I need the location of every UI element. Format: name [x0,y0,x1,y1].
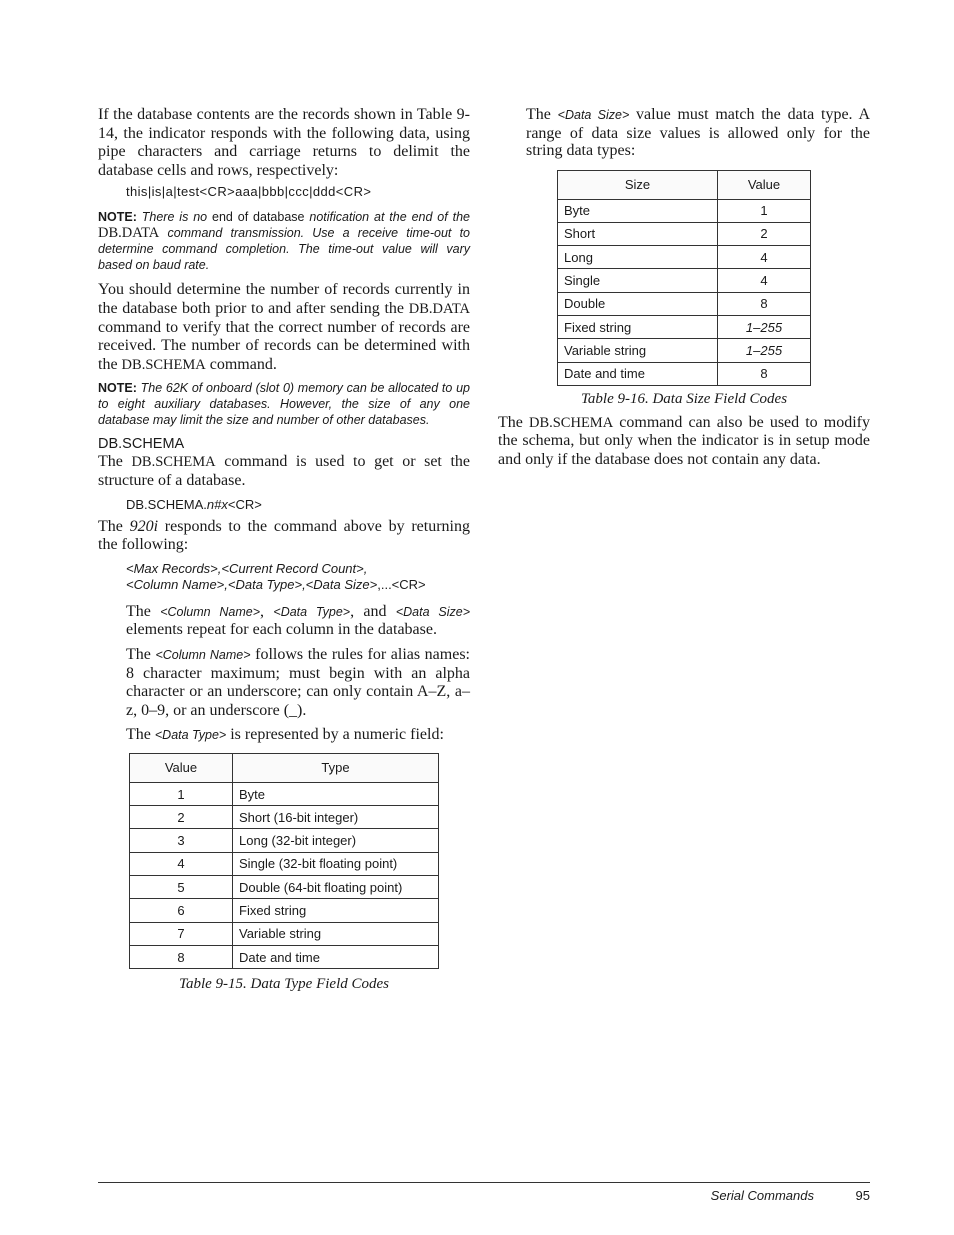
note-label: NOTE: [98,381,137,396]
table-row [130,806,439,829]
data-size-table-body [558,199,811,385]
table-caption: Table 9-16. Data Size Field Codes [580,390,788,407]
table-cell: Date and time [558,362,718,385]
table-cell: 8 [130,945,233,968]
table-cell: Byte [233,782,439,805]
data-type-table-wrapper [129,753,439,993]
note-memory: NOTE: The 62K of onboard (slot 0) memory can be allocated to up to eight auxiliary databases. However, the size of any one database may limit the size and number of other databases. [98,381,470,428]
table-row [130,782,439,805]
column-header: Value [130,753,233,782]
table-cell: Single (32-bit floating point) [233,852,439,875]
footer-section-title: Serial Commands [710,1188,814,1203]
note-label: NOTE: [98,210,137,225]
table-header-row [130,753,439,782]
table-cell: Double [558,292,718,315]
table-cell: Variable string [233,922,439,945]
table-cell: 1–255 [718,315,811,338]
column-header: Type [233,753,439,782]
table-cell: Long (32-bit integer) [233,829,439,852]
table-cell: 4 [718,246,811,269]
table-cell: Double (64-bit floating point) [233,876,439,899]
table-row [130,945,439,968]
right-column [498,106,870,476]
table-cell: Fixed string [558,315,718,338]
column-header: Value [718,170,811,199]
table-row [130,876,439,899]
table-cell: 8 [718,292,811,315]
table-cell: 8 [718,362,811,385]
section-heading-db-schema: DB.SCHEMA [98,436,185,453]
table-cell: Fixed string [233,899,439,922]
table-cell: 2 [718,222,811,245]
table-cell: 4 [130,852,233,875]
table-row [130,899,439,922]
table-cell: Byte [558,199,718,222]
table-row [558,246,811,269]
table-row [558,315,811,338]
column-name-rules-paragraph: The <Column Name> follows the rules for alias names: 8 character maximum; must begin with an alpha character or an underscore; can only contain A–Z, a–z, 0–9, or an underscore (_). [126,645,470,719]
table-cell: Variable string [558,339,718,362]
data-type-table [129,753,439,969]
table-cell: Short [558,222,718,245]
schema-response-format: <Max Records>,<Current Record Count>, <Column Name>,<Data Type>,<Data Size>,...<CR> [126,560,426,592]
table-row [558,199,811,222]
table-header-row [558,170,811,199]
pipe-output-example: this|is|a|test<CR>aaa|bbb|ccc|ddd<CR> [126,184,372,200]
table-cell: 6 [130,899,233,922]
table-cell: 4 [718,269,811,292]
data-size-table [557,170,811,386]
table-row [558,362,811,385]
note-end-of-database: NOTE: There is no end of database notification at the end of the DB.DATA command transmission. Use a receive time-out to determine command completion. The time-out value will vary based on baud rate. [98,210,470,273]
data-type-paragraph: The <Data Type> is represented by a numeric field: [126,726,444,744]
intro-paragraph: If the database contents are the records shown in Table 9-14, the indicator responds with the following data, using pipe characters and carriage returns to delimit the database cells and rows, respectively: [98,106,470,179]
table-row [558,292,811,315]
table-cell: 1–255 [718,339,811,362]
modify-schema-paragraph: The DB.SCHEMA command can also be used to modify the schema, but only when the indicator is in setup mode and only if the database does not contain any data. [498,413,870,469]
footer-rule [98,1182,870,1183]
schema-intro-paragraph: The DB.SCHEMA command is used to get or set the structure of a database. [98,453,471,489]
table-caption: Table 9-15. Data Type Field Codes [179,976,389,993]
data-size-table-wrapper [557,170,811,408]
table-cell: 1 [718,199,811,222]
response-intro-paragraph: The 920i responds to the command above by returning the following: [98,517,470,554]
elements-repeat-paragraph: The <Column Name>, <Data Type>, and <Data Size> elements repeat for each column in the database. [126,602,470,639]
table-row [130,829,439,852]
column-header: Size [558,170,718,199]
data-type-table-body [130,782,439,968]
table-cell: Short (16-bit integer) [233,806,439,829]
page-number: 95 [855,1188,870,1203]
record-count-paragraph: You should determine the number of records currently in the database both prior to and after sending the DB.DATA command to verify that the correct number of records are received. The number of records can be determined with the DB.SCHEMA command. [98,281,470,373]
table-row [130,922,439,945]
left-column [98,106,470,993]
table-cell: Long [558,246,718,269]
table-row [558,222,811,245]
table-row [130,852,439,875]
table-cell: 2 [130,806,233,829]
table-cell: 7 [130,922,233,945]
schema-command-syntax: DB.SCHEMA.n#x<CR> [126,496,262,512]
table-cell: 1 [130,782,233,805]
table-cell: 5 [130,876,233,899]
data-size-paragraph: The <Data Size> value must match the data type. A range of data size values is allowed only for the string data types: [526,106,871,159]
table-cell: 3 [130,829,233,852]
table-cell: Single [558,269,718,292]
table-row [558,339,811,362]
table-row [558,269,811,292]
table-cell: Date and time [233,945,439,968]
